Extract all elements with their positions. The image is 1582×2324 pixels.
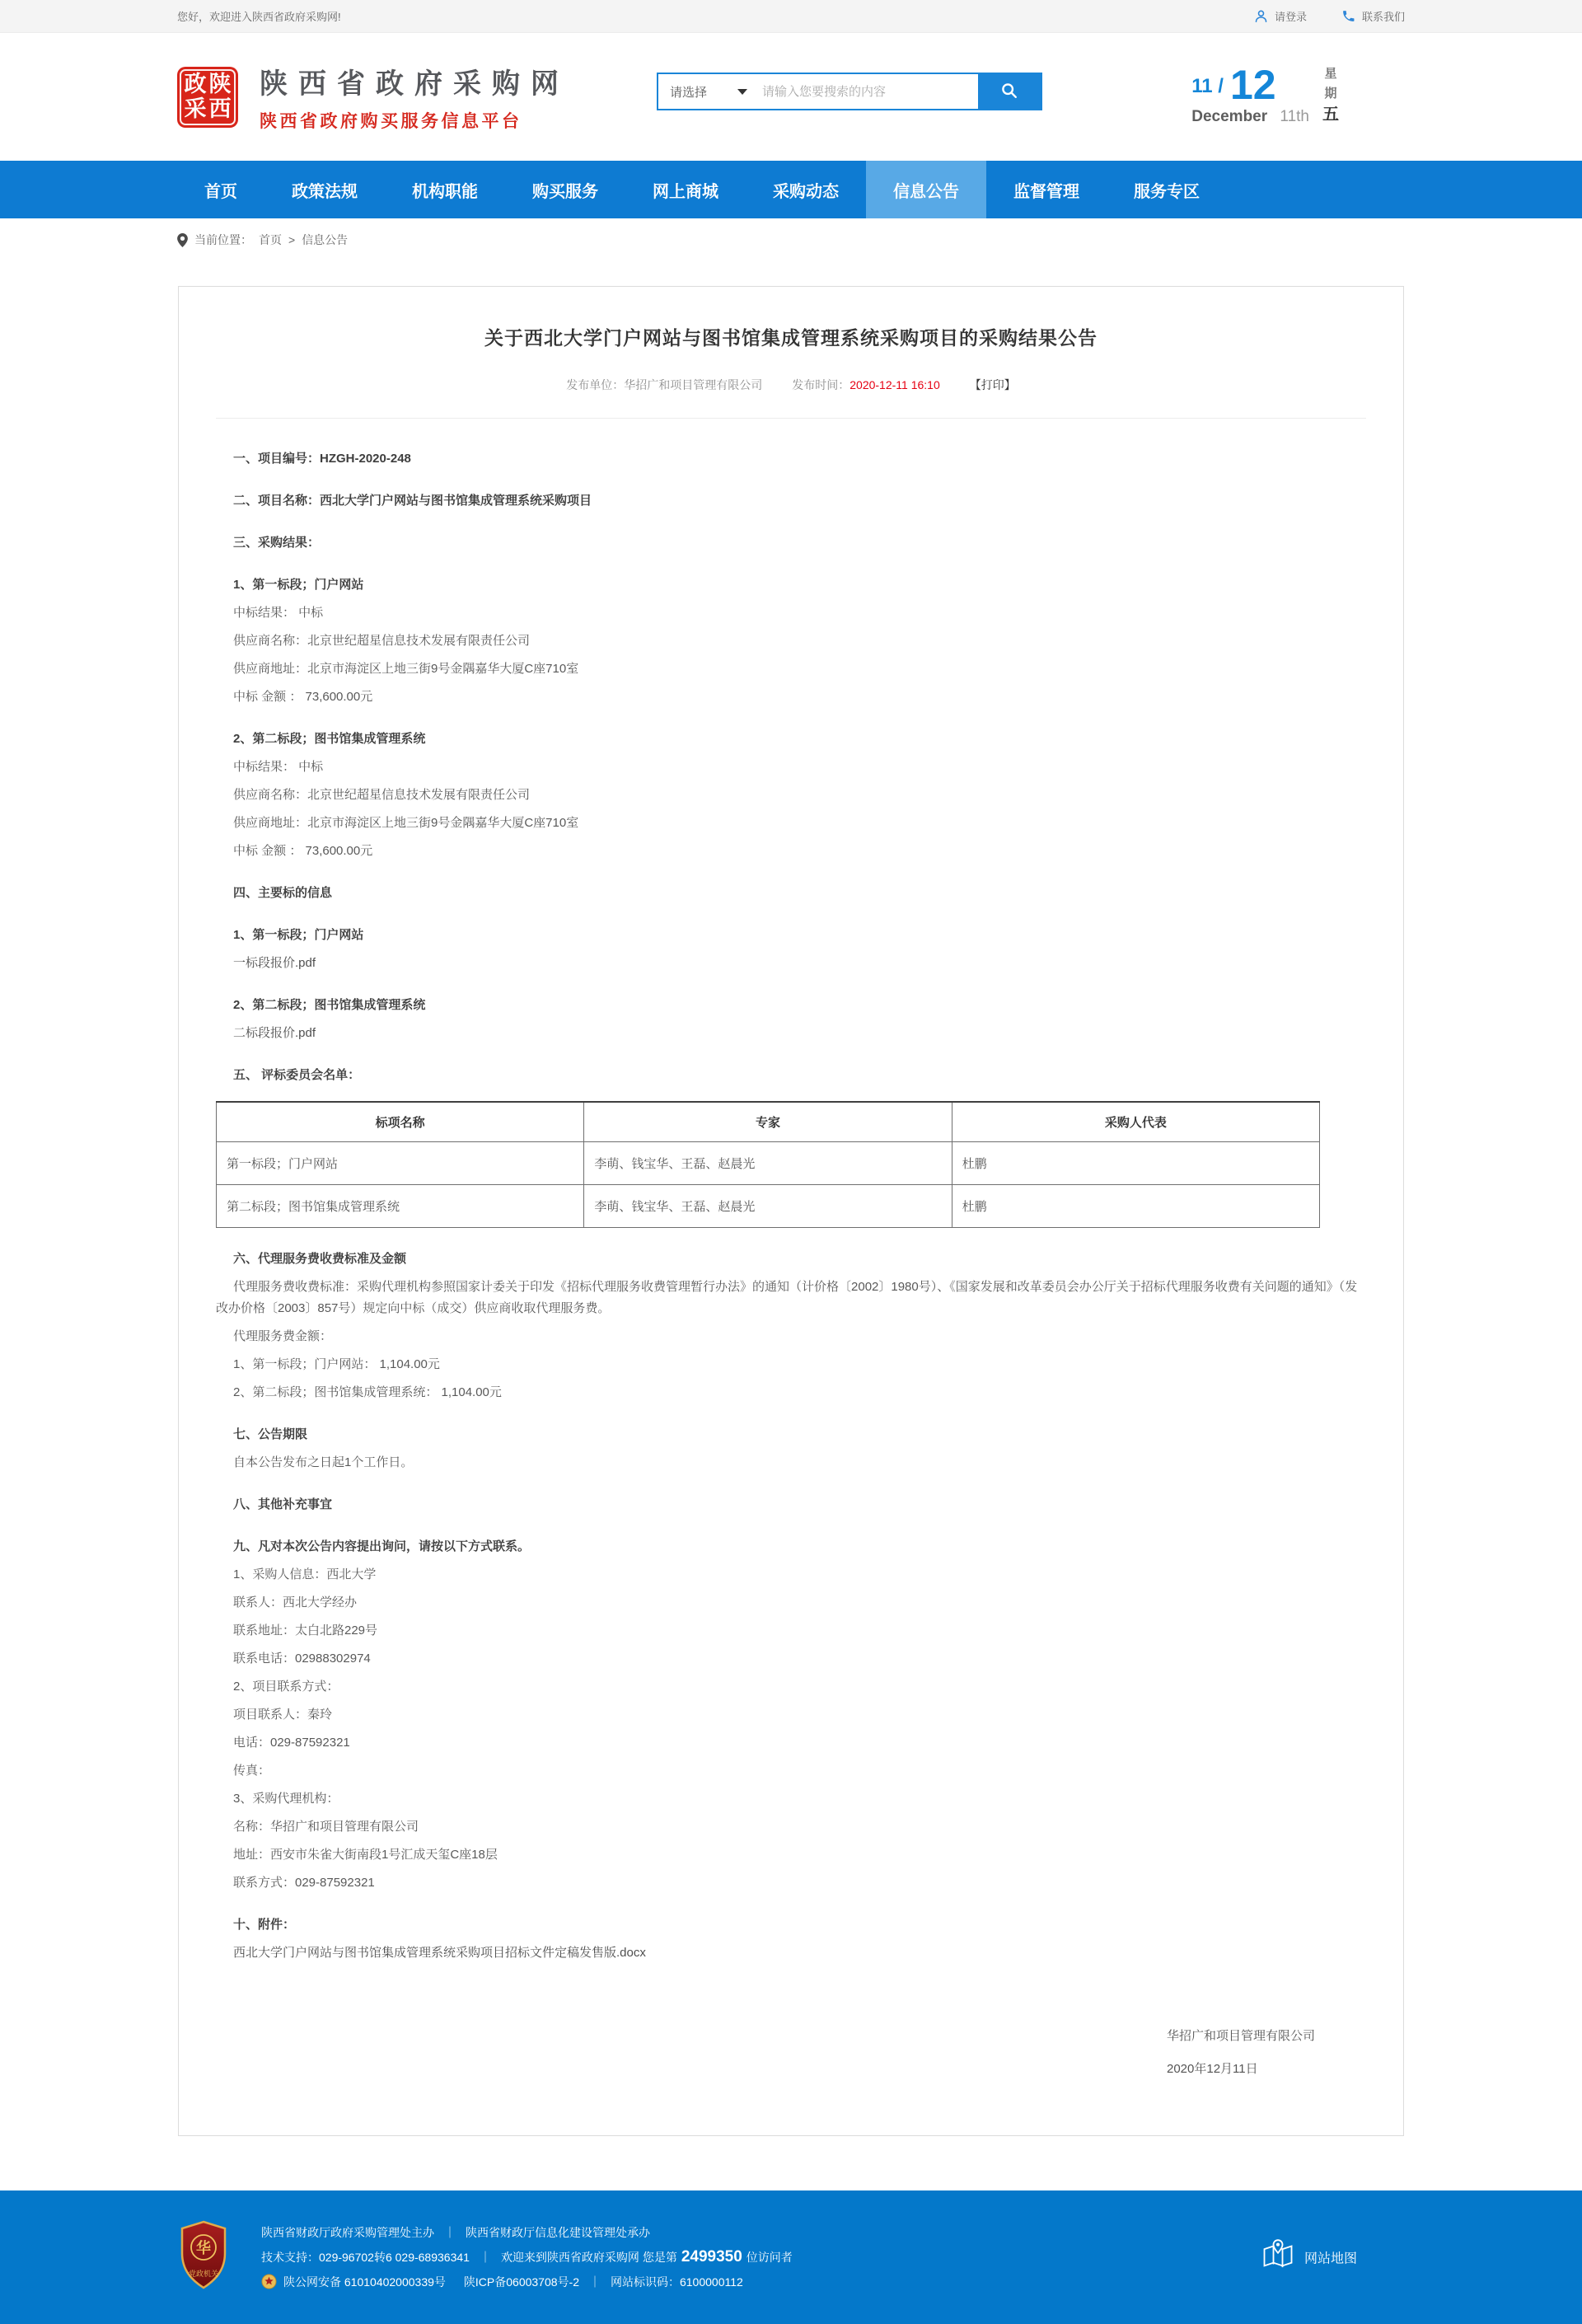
article-heading: 八、其他补充事宜 xyxy=(233,1497,333,1511)
site-logo[interactable] xyxy=(177,67,238,128)
user-icon xyxy=(1254,9,1268,23)
article-paragraph: 2、项目联系方式： xyxy=(233,1679,339,1694)
weekday-char: 五 xyxy=(1322,105,1339,124)
article-heading: 七、公告期限 xyxy=(233,1427,308,1441)
article-heading: 一、项目编号：HZGH-2020-248 xyxy=(233,452,411,466)
table-cell: 杜鹏 xyxy=(952,1184,1319,1227)
print-button[interactable]: 【打印】 xyxy=(969,378,1016,391)
weekday-char: 期 xyxy=(1324,87,1337,101)
nav-item-functions[interactable]: 机构职能 xyxy=(412,182,478,201)
signature-block xyxy=(1167,2020,1315,2086)
search-box xyxy=(657,73,1042,110)
date-day: 12 xyxy=(1229,62,1276,108)
article-paragraph: 联系人：西北大学经办 xyxy=(233,1595,358,1609)
article-paragraph: 自本公告发布之日起1个工作日。 xyxy=(233,1455,414,1469)
contact-label: 联系我们 xyxy=(1361,11,1405,23)
article-heading: 九、凡对本次公告内容提出询问，请按以下方式联系。 xyxy=(233,1539,531,1553)
nav-item-service-zone[interactable]: 服务专区 xyxy=(1134,182,1200,201)
gov-badge-logo xyxy=(177,2220,230,2294)
signature-company: 华招广和项目管理有限公司 xyxy=(1166,2028,1315,2043)
article-paragraph: 中标结果： 中标 xyxy=(233,606,324,620)
footer-separator: ｜ xyxy=(479,2250,491,2264)
footer-line-records xyxy=(261,2273,793,2291)
date-widget xyxy=(1191,64,1339,126)
article-heading: 十、附件： xyxy=(233,1917,296,1932)
site-id-code: 网站标识码：6100000112 xyxy=(610,2275,743,2289)
table-header: 标项名称 xyxy=(217,1102,584,1141)
article-paragraph: 代理服务费金额： xyxy=(233,1328,333,1343)
attachment-link[interactable]: 二标段报价.pdf xyxy=(233,1026,316,1040)
logo-char: 陕 xyxy=(208,72,232,96)
chevron-down-icon xyxy=(737,89,747,95)
site-name: 陕西省政府采购网 xyxy=(260,68,569,100)
committee-table xyxy=(216,1101,1320,1228)
article-heading: 1、第一标段；门户网站 xyxy=(233,578,364,592)
date-month: December xyxy=(1191,108,1268,125)
article-heading: 1、第一标段；门户网站 xyxy=(233,928,364,942)
logo-char: 政 xyxy=(184,72,207,96)
article-heading: 二、项目名称：西北大学门户网站与图书馆集成管理系统采购项目 xyxy=(233,494,592,508)
article-paragraph: 中标结果： 中标 xyxy=(233,760,324,774)
date-ordinal: 11th xyxy=(1280,108,1309,125)
logo-char: 西 xyxy=(208,96,232,121)
article-heading: 2、第二标段；图书馆集成管理系统 xyxy=(233,998,426,1012)
login-label: 请登录 xyxy=(1274,11,1307,23)
article-heading: 六、代理服务费收费标准及金额 xyxy=(233,1251,407,1266)
date-prev-day: 11 / xyxy=(1191,75,1224,97)
svg-text:党政机关: 党政机关 xyxy=(188,2270,219,2278)
article-paragraph: 中标 金额 ： 73,600.00元 xyxy=(233,690,373,704)
nav-item-purchase-services[interactable]: 购买服务 xyxy=(532,182,598,201)
footer-line-hosts xyxy=(261,2223,793,2242)
site-footer xyxy=(0,2190,1582,2324)
article-paragraph: 代理服务费收费标准：采购代理机构参照国家计委关于印发《招标代理服务收费管理暂行办法》的通知（计价格〔2002〕1980号）、《国家发展和改革委员会办公厅关于招标代理服务收费有关问题的通知》（发改办价格〔2003〕857号）规定向中标（成交）供应商收取代理服务费。 xyxy=(216,1279,1358,1315)
article-heading: 2、第二标段；图书馆集成管理系统 xyxy=(233,732,426,746)
breadcrumb-label: 当前位置： xyxy=(194,233,252,246)
article-heading: 三、采购结果： xyxy=(233,536,321,550)
svg-text:华: 华 xyxy=(196,2240,211,2256)
breadcrumb-separator: > xyxy=(288,233,296,246)
table-header: 专家 xyxy=(584,1102,952,1141)
nav-item-procurement-news[interactable]: 采购动态 xyxy=(773,182,839,201)
visitor-count: 2499350 xyxy=(681,2247,742,2265)
topbar xyxy=(0,0,1582,33)
breadcrumb-current[interactable]: 信息公告 xyxy=(302,233,349,246)
attachment-link[interactable]: 西北大学门户网站与图书馆集成管理系统采购项目招标文件定稿发售版.docx xyxy=(233,1945,646,1960)
search-button[interactable] xyxy=(978,74,1041,109)
site-header xyxy=(0,33,1582,161)
breadcrumb-home[interactable]: 首页 xyxy=(259,233,282,246)
article-paragraph: 地址：西安市朱雀大街南段1号汇成天玺C座18层 xyxy=(233,1847,498,1862)
footer-welcome-prefix: 欢迎来到陕西省政府采购网 您是第 xyxy=(500,2250,677,2264)
article-heading: 四、主要标的信息 xyxy=(233,886,333,900)
article-paragraph: 中标 金额 ： 73,600.00元 xyxy=(233,844,373,858)
publish-time-value: 2020-12-11 16:10 xyxy=(850,378,940,391)
article-paragraph: 联系方式：029-87592321 xyxy=(233,1875,375,1890)
attachment-link[interactable]: 一标段报价.pdf xyxy=(233,956,316,970)
sitemap-label: 网站地图 xyxy=(1304,2251,1357,2265)
table-cell: 李萌、钱宝华、王磊、赵晨光 xyxy=(584,1141,952,1184)
footer-separator: ｜ xyxy=(444,2225,456,2239)
location-pin-icon xyxy=(177,233,188,247)
nav-item-online-mall[interactable]: 网上商城 xyxy=(653,182,718,201)
publisher-label: 发布单位： xyxy=(566,378,625,391)
publish-time-label: 发布时间： xyxy=(792,378,850,391)
article-meta xyxy=(216,377,1366,393)
security-record-link[interactable]: 陕公网安备 61010402000339号 xyxy=(283,2275,446,2289)
phone-icon xyxy=(1341,9,1355,23)
table-cell: 第二标段；图书馆集成管理系统 xyxy=(217,1184,584,1227)
search-icon xyxy=(1000,82,1018,102)
article-paragraph: 2、第二标段；图书馆集成管理系统： 1,104.00元 xyxy=(233,1385,502,1399)
search-select-label: 请选择 xyxy=(670,85,708,100)
site-subtitle: 陕西省政府购买服务信息平台 xyxy=(260,112,522,131)
article-paragraph: 联系电话：02988302974 xyxy=(233,1651,371,1666)
page-title: 关于西北大学门户网站与图书馆集成管理系统采购项目的采购结果公告 xyxy=(484,327,1098,349)
article-heading: 五、 评标委员会名单： xyxy=(233,1068,361,1082)
breadcrumb xyxy=(0,218,1582,261)
nav-item-announcements[interactable]: 信息公告 xyxy=(866,161,986,218)
footer-line-support xyxy=(261,2248,793,2266)
footer-organizer: 陕西省财政厅信息化建设管理处承办 xyxy=(466,2225,650,2239)
article-paragraph: 联系地址：太白北路229号 xyxy=(233,1623,378,1638)
divider xyxy=(216,418,1366,419)
welcome-text: 您好，欢迎进入陕西省政府采购网! xyxy=(177,11,341,23)
contact-link[interactable] xyxy=(1341,8,1405,24)
article-paragraph: 1、采购人信息：西北大学 xyxy=(233,1567,377,1581)
date-weekday xyxy=(1322,64,1339,126)
table-cell: 杜鹏 xyxy=(952,1141,1319,1184)
article-paragraph: 供应商地址：北京市海淀区上地三街9号金隅嘉华大厦C座710室 xyxy=(233,816,579,830)
table-row xyxy=(217,1184,1320,1227)
search-input[interactable] xyxy=(759,74,978,109)
article-paragraph: 项目联系人：秦玲 xyxy=(233,1707,333,1722)
footer-host: 陕西省财政厅政府采购管理处主办 xyxy=(261,2225,434,2239)
sitemap-link[interactable] xyxy=(1260,2237,1357,2277)
table-header: 采购人代表 xyxy=(952,1102,1319,1141)
footer-welcome-suffix: 位访问者 xyxy=(746,2250,793,2264)
article-paragraph: 供应商名称：北京世纪超星信息技术发展有限责任公司 xyxy=(233,788,531,802)
announcement-card xyxy=(178,286,1404,2136)
article-paragraph: 供应商地址：北京市海淀区上地三街9号金隅嘉华大厦C座710室 xyxy=(233,662,579,676)
logo-char: 采 xyxy=(184,96,207,121)
article-paragraph: 名称：华招广和项目管理有限公司 xyxy=(233,1819,419,1834)
article-paragraph: 3、采购代理机构： xyxy=(233,1791,339,1806)
article-paragraph: 1、第一标段；门户网站： 1,104.00元 xyxy=(233,1356,440,1371)
table-row xyxy=(217,1141,1320,1184)
table-header-row xyxy=(217,1102,1320,1141)
public-security-emblem-icon xyxy=(261,2274,277,2289)
weekday-char: 星 xyxy=(1324,67,1337,81)
nav-item-policy[interactable]: 政策法规 xyxy=(292,182,358,201)
signature-date: 2020年12月11日 xyxy=(1166,2061,1258,2076)
publisher-value: 华招广和项目管理有限公司 xyxy=(624,378,763,391)
search-category-select[interactable] xyxy=(658,74,759,109)
footer-tech-support: 技术支持：029-96702转6 029-68936341 xyxy=(261,2250,470,2264)
article-paragraph: 供应商名称：北京世纪超星信息技术发展有限责任公司 xyxy=(233,634,531,648)
table-cell: 第一标段；门户网站 xyxy=(217,1141,584,1184)
login-link[interactable] xyxy=(1254,8,1307,24)
icp-record-link[interactable]: 陕ICP备06003708号-2 xyxy=(463,2275,579,2289)
sitemap-icon xyxy=(1260,2237,1296,2277)
article-paragraph: 传真： xyxy=(233,1763,271,1778)
article-paragraph: 电话：029-87592321 xyxy=(233,1735,350,1750)
table-cell: 李萌、钱宝华、王磊、赵晨光 xyxy=(584,1184,952,1227)
footer-separator: ｜ xyxy=(588,2275,601,2289)
nav-item-supervision[interactable]: 监督管理 xyxy=(1013,182,1079,201)
main-nav xyxy=(0,161,1582,218)
nav-item-home[interactable]: 首页 xyxy=(204,182,237,201)
